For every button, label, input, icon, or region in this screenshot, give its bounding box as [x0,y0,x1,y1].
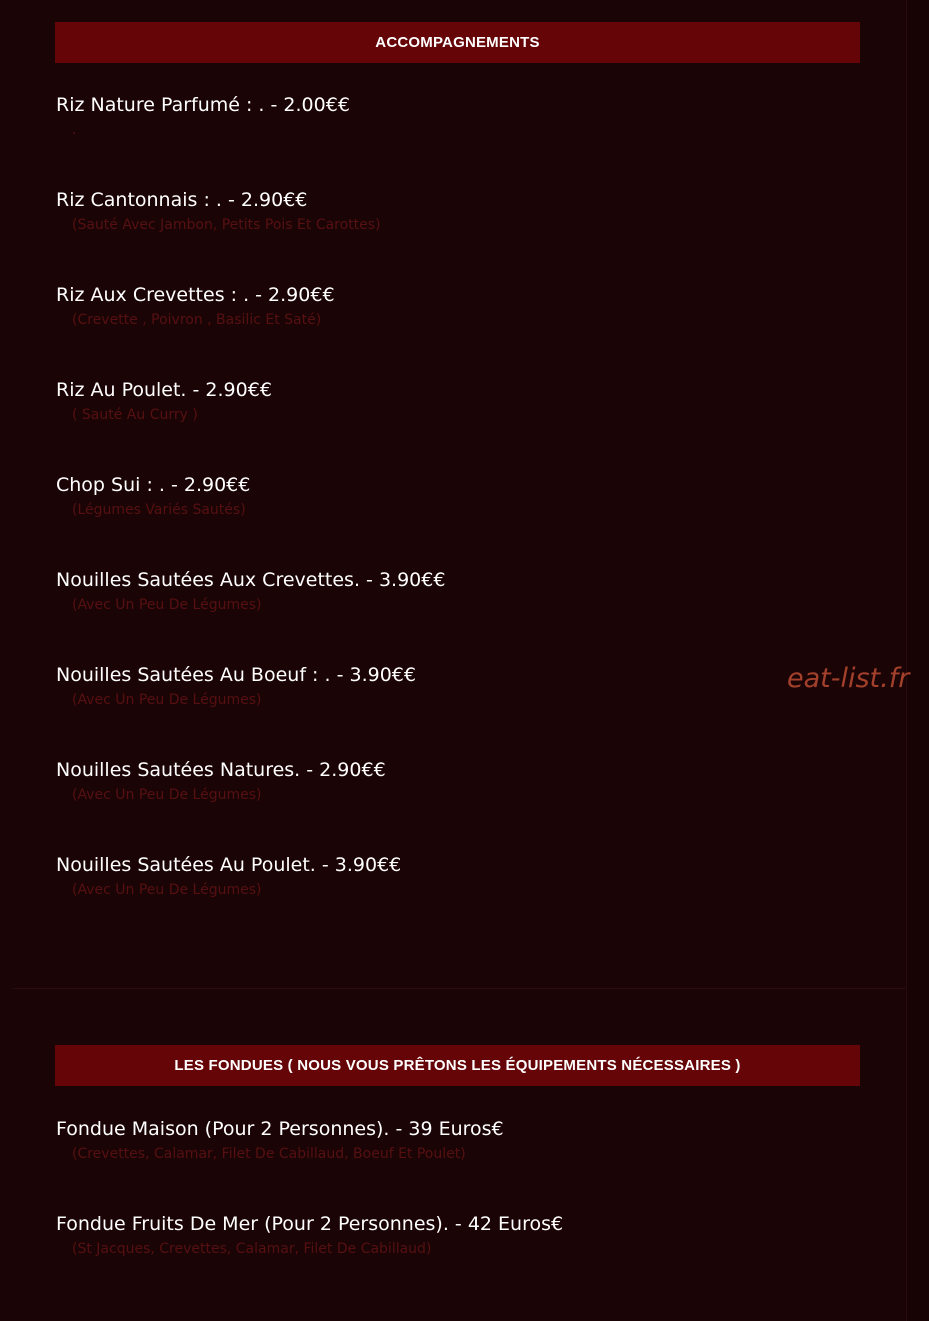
menu-item-description: (Légumes Variés Sautés) [72,502,246,518]
menu-item-name: Fondue Fruits De Mer (Pour 2 Personnes). [56,1213,449,1235]
menu-item-title: Fondue Maison (Pour 2 Personnes). - 39 Euros€ [56,1118,504,1140]
menu-item-name: Chop Sui : . [56,474,165,496]
section-title: LES FONDUES ( NOUS VOUS PRÊTONS LES ÉQUIPEMENTS NÉCESSAIRES ) [55,1045,860,1086]
menu-item-description: (Crevettes, Calamar, Filet De Cabillaud, Boeuf Et Poulet) [72,1146,466,1162]
section-fondues [0,989,906,1321]
menu-item-price: 39 Euros€ [408,1118,504,1140]
menu-item-description: (Avec Un Peu De Légumes) [72,692,262,708]
menu-item-title: Riz Aux Crevettes : . - 2.90€€ [56,284,335,306]
menu-item-price: 2.00€€ [283,94,350,116]
menu-item-name: Riz Au Poulet. [56,379,187,401]
menu-item-description: (Avec Un Peu De Légumes) [72,597,262,613]
menu-item-title: Nouilles Sautées Aux Crevettes. - 3.90€€ [56,569,446,591]
menu-item-description: (Sauté Avec Jambon, Petits Pois Et Carottes) [72,217,381,233]
menu-item-name: Riz Cantonnais : . [56,189,222,211]
menu-item-description: (Avec Un Peu De Légumes) [72,787,262,803]
menu-item-description: . [72,122,77,138]
menu-item-name: Nouilles Sautées Natures. [56,759,301,781]
section-title: ACCOMPAGNEMENTS [55,22,860,63]
menu-item-title: Nouilles Sautées Natures. - 2.90€€ [56,759,386,781]
menu-item-price: 3.90€€ [378,569,446,591]
menu-item-price: 2.90€€ [183,474,251,496]
menu-item-price: 3.90€€ [334,854,402,876]
menu-item-name: Fondue Maison (Pour 2 Personnes). [56,1118,390,1140]
menu-item-name: Nouilles Sautées Au Boeuf : . [56,664,331,686]
menu-item [56,188,856,234]
menu-item [56,473,856,519]
menu-item [56,93,856,139]
menu-item-title: Riz Cantonnais : . - 2.90€€ [56,189,308,211]
menu-item [56,1117,856,1163]
menu-item-name: Riz Nature Parfumé : . [56,94,265,116]
menu-item-title: Nouilles Sautées Au Poulet. - 3.90€€ [56,854,402,876]
menu-item-price: 3.90€€ [349,664,416,686]
menu-item-title: Chop Sui : . - 2.90€€ [56,474,251,496]
menu-item-price: 2.90€€ [319,759,386,781]
menu-item-description: (Crevette , Poivron , Basilic Et Saté) [72,312,322,328]
menu-item-name: Nouilles Sautées Aux Crevettes. [56,569,360,591]
menu-item [56,663,856,709]
menu-item-description: ( Sauté Au Curry ) [72,407,198,423]
menu-item-title: Fondue Fruits De Mer (Pour 2 Personnes). - 42 Euros€ [56,1213,564,1235]
menu-item-name: Nouilles Sautées Au Poulet. [56,854,316,876]
menu-item-description: (Avec Un Peu De Légumes) [72,882,262,898]
menu-item [56,378,856,424]
menu-item [56,853,856,899]
menu-item-description: (St Jacques, Crevettes, Calamar, Filet De Cabillaud) [72,1241,432,1257]
menu-item-price: 2.90€€ [205,379,272,401]
menu-item-price: 42 Euros€ [467,1213,564,1235]
menu-item [56,1212,856,1258]
menu-item-title: Riz Au Poulet. - 2.90€€ [56,379,272,401]
watermark: eat-list.fr [787,663,910,694]
menu-item [56,283,856,329]
menu-item-title: Nouilles Sautées Au Boeuf : . - 3.90€€ [56,664,416,686]
menu-item [56,568,856,614]
menu-item-name: Riz Aux Crevettes : . [56,284,250,306]
menu-item-price: 2.90€€ [240,189,308,211]
page-right-edge [906,0,929,1321]
menu-item-title: Riz Nature Parfumé : . - 2.00€€ [56,94,350,116]
menu-item [56,758,856,804]
menu-item-price: 2.90€€ [268,284,335,306]
